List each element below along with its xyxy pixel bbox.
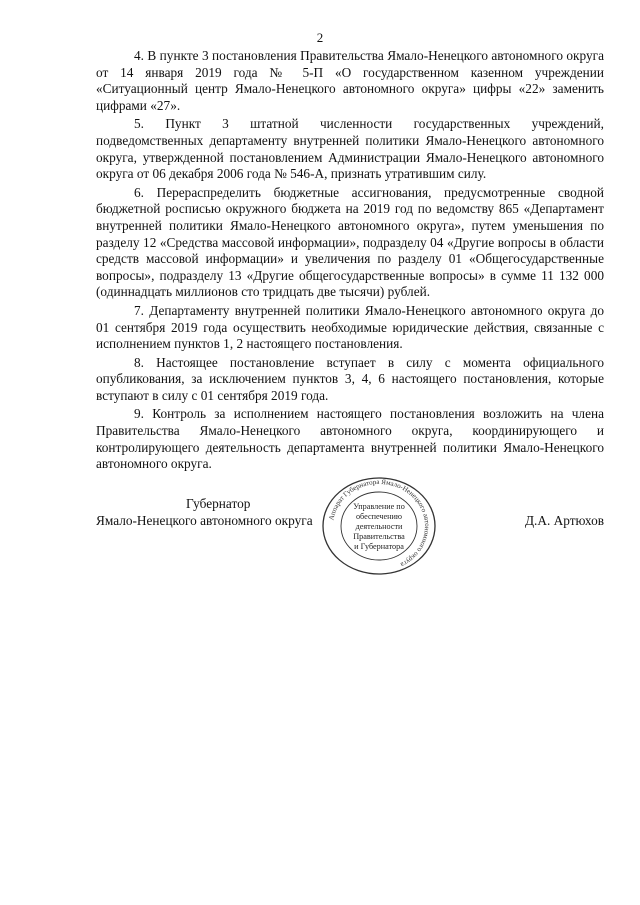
signatory-name: Д.А. Артюхов: [524, 513, 604, 528]
stamp-line-4: Правительства: [353, 532, 405, 541]
paragraph-4: 4. В пункте 3 постановления Правительства Ямало-Ненецкого автономного округа от 14 января 2019 года № 5-П «О государственном казенном учреждении «Ситуационный центр Ямало-Ненецкого автономного округа» цифры «22» заменить цифрами «27».: [96, 48, 604, 113]
document-body: [96, 48, 604, 475]
paragraph-7: 7. Департаменту внутренней политики Ямало-Ненецкого автономного округа до 01 сентября 2019 года осуществить необходимые юридические действия, связанные с исполнением пунктов 1, 2 настоящего постановления.: [96, 302, 604, 352]
paragraph-9: 9. Контроль за исполнением настоящего постановления возложить на члена Правительства Ямало-Ненецкого автономного округа, координирующего и контролирующего деятельность департамента внутренней политики Ямало-Ненецкого автономного округа.: [96, 406, 604, 472]
paragraph-8: 8. Настоящее постановление вступает в силу с момента официального опубликования, за исключением пунктов 3, 4, 6 настоящего постановления, которые вступают в силу с 01 сентября 2019 года.: [96, 354, 604, 403]
stamp-line-1: Управление по: [353, 502, 405, 511]
stamp-line-2: обеспечению: [355, 512, 403, 521]
paragraph-6: 6. Перераспределить бюджетные ассигнования, предусмотренные сводной бюджетной росписью окружного бюджета на 2019 год по ведомству 865 «Департамент внутренней политики Ямало-Ненецкого автономного округа», путем уменьшения по разделу 12 «Средства массовой информации», подразделу 04 «Другие вопросы в области средств массовой информации» и увеличения по разделу 01 «Общегосударственные вопросы», подразделу 13 «Другие общегосударственные вопросы» в сумме 11 132 000 (одиннадцать миллионов сто тридцать две тысячи) рублей.: [96, 184, 604, 300]
paragraph-5: 5. Пункт 3 штатной численности государственных учреждений, подведомственных департаменту внутренней политики Ямало-Ненецкого автономного округа, утвержденной постановлением Администрации Ямало-Ненецкого автономного округа от 06 декабря 2006 года № 546-А, признать утратившим силу.: [96, 116, 604, 182]
page-number: 2: [316, 30, 324, 45]
signatory-title: Губернатор: [186, 496, 251, 511]
stamp-ring-text: Аппарат Губернатора Ямало-Ненецкого автономного округа: [327, 477, 432, 569]
signature-block: [0, 476, 640, 576]
stamp-line-3: деятельности: [355, 522, 403, 531]
official-stamp: [315, 476, 443, 576]
stamp-seal-graphic: [315, 476, 443, 576]
stamp-line-5: и Губернатора: [354, 542, 404, 551]
signatory-region: Ямало-Ненецкого автономного округа: [96, 513, 313, 528]
